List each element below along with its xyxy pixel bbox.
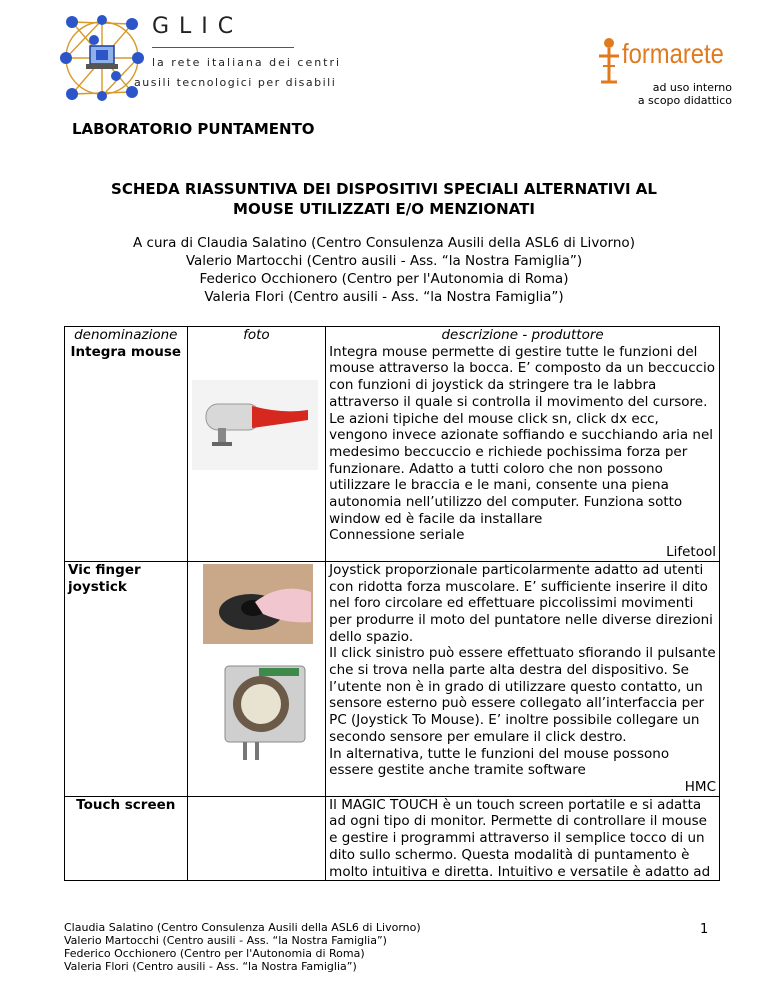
author-line: Valerio Martocchi (Centro ausili - Ass. “la Nostra Famiglia”) <box>185 253 583 269</box>
table-row-vic-finger-joystick <box>65 561 720 796</box>
header-descrizione <box>326 327 720 562</box>
device-name-cell <box>65 561 188 796</box>
lab-title: LABORATORIO PUNTAMENTO <box>72 120 315 138</box>
vic-click-info: Il click sinistro può essere effettuato sfiorando il pulsante che si trova nella parte alta destra del dispositivo. Se l’utente non è in grado di utilizzare questo contatto, un sensore esterno può essere collegato all’interfaccia per PC (Joystick To Mouse). E’ inoltre possibile collegare un secondo sensore per emulare il click destro. <box>329 645 716 745</box>
vic-description: Joystick proporzionale particolarmente adatto ad utenti con ridotta forza muscolare. E’ sufficiente inserire il dito nel foro circolare ed effettuare piccolissimi movimenti per produrre il moto del puntatore nelle diverse direzioni dello spazio. <box>329 561 713 645</box>
description-cell <box>326 796 720 881</box>
device-name-touch-screen: Touch screen <box>76 796 176 813</box>
document-heading <box>60 179 708 219</box>
integra-mouse-maker: Lifetool <box>666 544 716 561</box>
footer-line: Valerio Martocchi (Centro ausili - Ass. “la Nostra Famiglia”) <box>64 934 387 947</box>
glic-title: GLIC <box>152 14 244 39</box>
internal-use-note <box>638 81 732 107</box>
device-name-cell <box>65 796 188 881</box>
vic-finger-joystick-photo <box>191 562 321 766</box>
vic-maker: HMC <box>684 778 716 795</box>
glic-divider <box>152 47 294 48</box>
photo-cell <box>187 561 326 796</box>
footer-line: Valeria Flori (Centro ausili - Ass. “la Nostra Famiglia”) <box>64 960 357 973</box>
note-line-1: ad uso interno <box>652 81 732 94</box>
header-foto-label: foto <box>243 327 270 343</box>
author-line: Valeria Flori (Centro ausili - Ass. “la Nostra Famiglia”) <box>204 289 564 305</box>
photo-cell <box>187 796 326 881</box>
page-footer <box>64 921 421 973</box>
author-line: Federico Occhionero (Centro per l'Autonomia di Roma) <box>199 271 569 287</box>
description-cell <box>326 561 720 796</box>
note-line-2: a scopo didattico <box>637 94 732 107</box>
glic-subtitle-2: ausili tecnologici per disabili <box>134 76 337 89</box>
authors-block <box>60 234 708 306</box>
devices-table <box>64 326 720 881</box>
header-denominazione <box>65 327 188 562</box>
integra-mouse-photo <box>192 380 318 470</box>
header-descrizione-label: descrizione - produttore <box>441 327 604 343</box>
glic-subtitle-1: la rete italiana dei centri <box>152 56 342 69</box>
header-denominazione-label: denominazione <box>74 327 178 343</box>
footer-line: Federico Occhionero (Centro per l'Autonomia di Roma) <box>64 947 365 960</box>
footer-line: Claudia Salatino (Centro Consulenza Ausili della ASL6 di Livorno) <box>64 921 421 934</box>
author-line: A cura di Claudia Salatino (Centro Consulenza Ausili della ASL6 di Livorno) <box>133 235 635 251</box>
page-number: 1 <box>700 922 709 937</box>
device-name-integra-mouse: Integra mouse <box>70 343 182 360</box>
vic-software-info: In alternativa, tutte le funzioni del mouse possono essere gestite anche tramite software <box>329 745 670 779</box>
table-row-touch-screen <box>65 796 720 881</box>
heading-line-1: SCHEDA RIASSUNTIVA DEI DISPOSITIVI SPECIALI ALTERNATIVI AL <box>111 180 657 198</box>
heading-line-2: MOUSE UTILIZZATI E/O MENZIONATI <box>233 200 535 218</box>
device-name-vic-finger-joystick: Vic finger joystick <box>68 561 141 595</box>
touch-screen-description: Il MAGIC TOUCH è un touch screen portatile e si adatta ad ogni tipo di monitor. Permette di controllare il mouse e gestire i programmi attraverso il semplice tocco di un dito sullo schermo. Questa modalità di puntamento è molto intuitiva e diretta. Intuitivo e versatile è adatto ad <box>329 796 711 880</box>
table-header-row <box>65 327 720 562</box>
integra-mouse-description: Integra mouse permette di gestire tutte le funzioni del mouse attraverso la bocca. E’ composto da un beccuccio con funzioni di joystick da stringere tra le labbra attraverso il quale si controlla il movimento del cursore. Le azioni tipiche del mouse click sn, click dx ecc, vengono invece azionate soffiando e succhiando aria nel medesimo beccuccio e richiede pochissima forza per funzionare. Adatto a tutti coloro che non possono utilizzare le braccia e le mani, consente una piena autonomia nell’utilizzo del computer. Funziona sotto window ed è facile da installare <box>329 343 716 527</box>
formarete-logo-text: formarete <box>622 38 724 69</box>
integra-mouse-connection: Connessione seriale <box>329 527 465 544</box>
